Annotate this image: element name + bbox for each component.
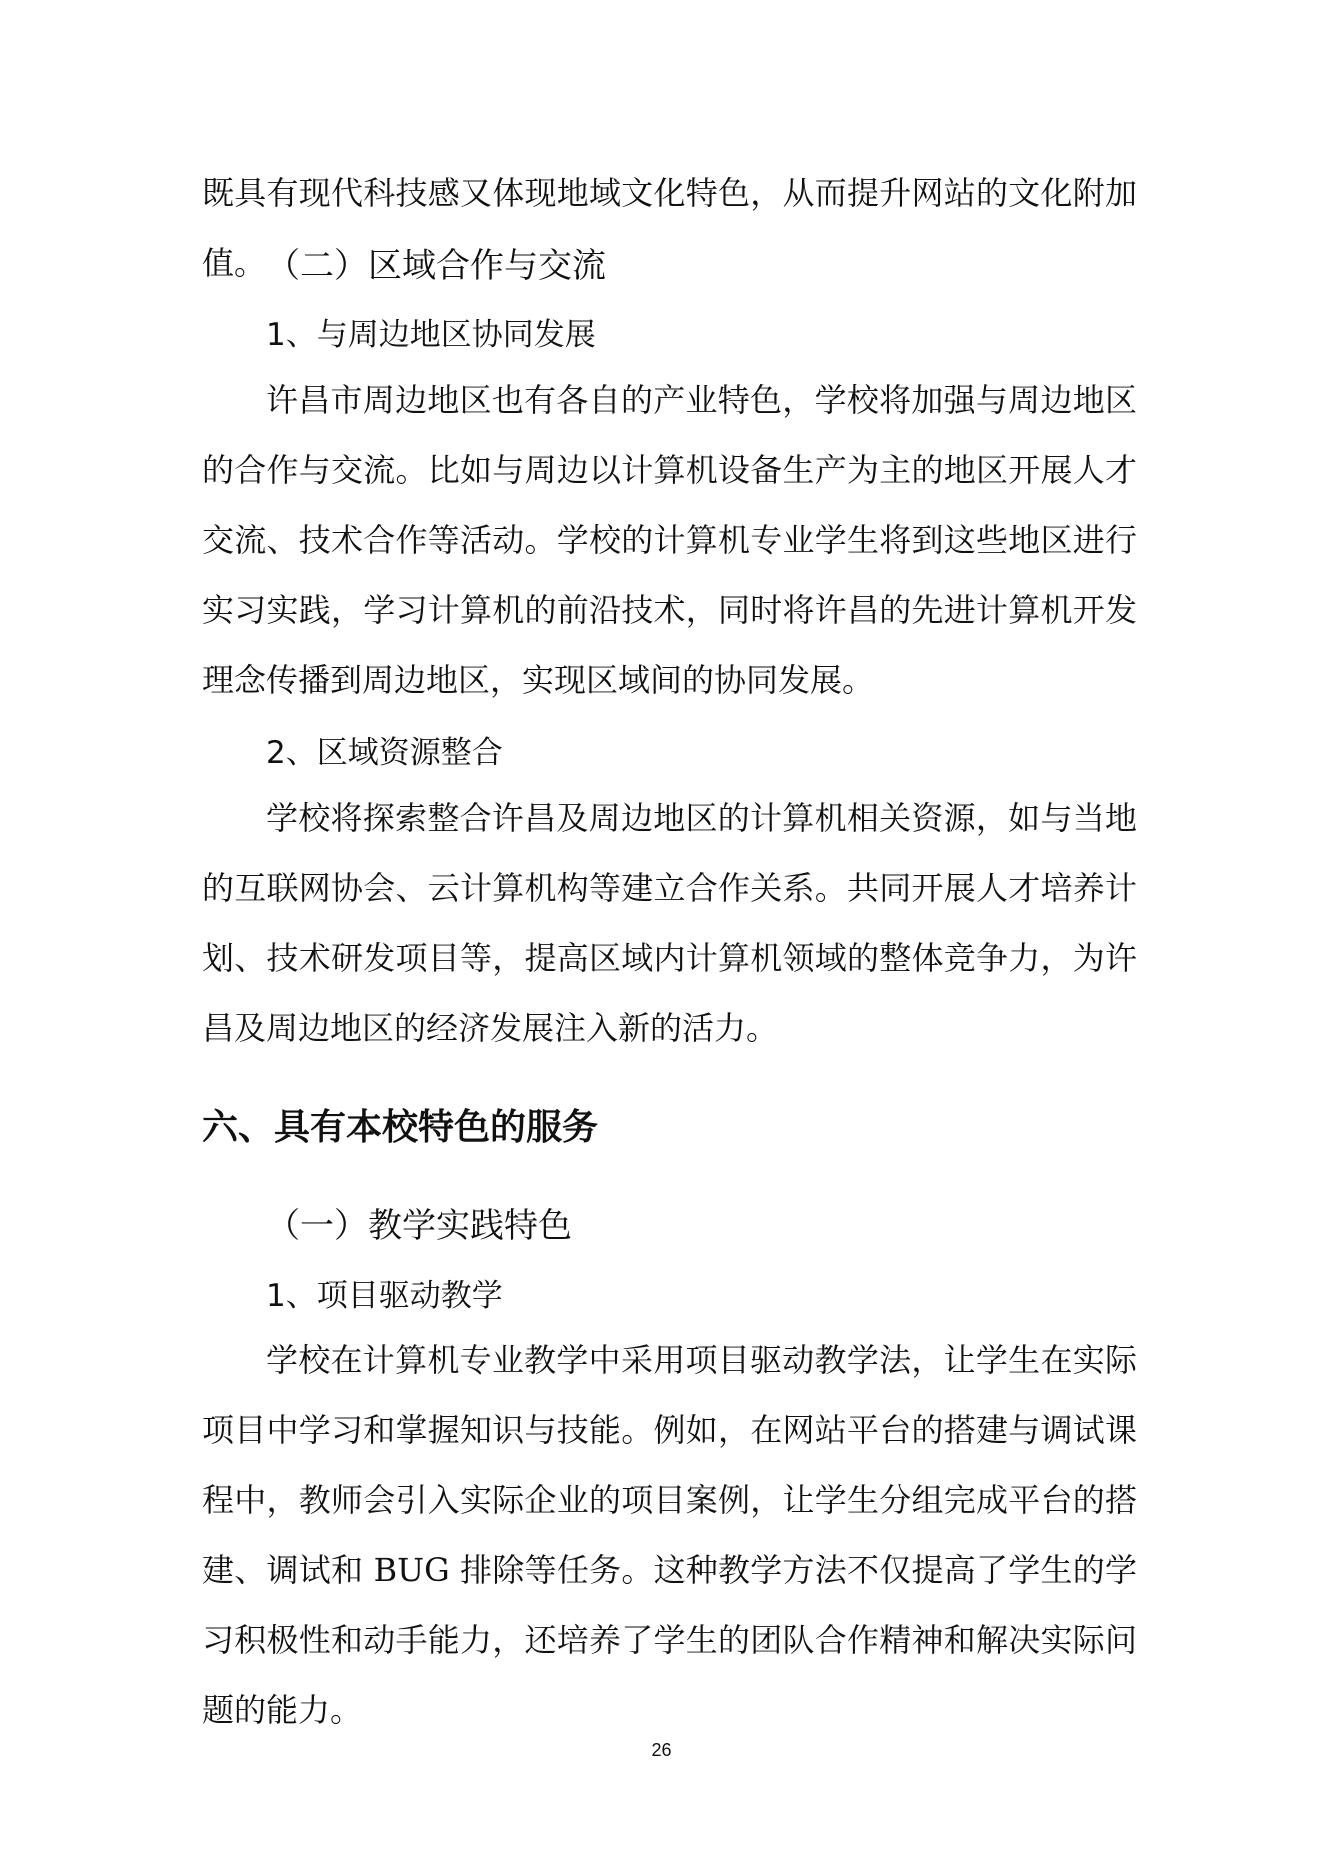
paragraph-project-driven-teaching: 学校在计算机专业教学中采用项目驱动教学法，让学生在实际项目中学习和掌握知识与技能。例如，在网站平台的搭建与调试课程中，教师会引入实际企业的项目案例，让学生分组完成平台的搭建、调试和 BUG 排除等任务。这种教学方法不仅提高了学生的学习积极性和动手能力，还培养了学生的团队合作精神和解决实际问题的能力。 bbox=[202, 1341, 1137, 1729]
paragraph-resource-integration: 学校将探索整合许昌及周边地区的计算机相关资源，如与当地的互联网协会、云计算机构等建立合作关系。共同开展人才培养计划、技术研发项目等，提高区域内计算机领域的整体竞争力，为许昌及周边地区的经济发展注入新的活力。 bbox=[202, 799, 1137, 1047]
section-heading-teaching-practice: （一）教学实践特色 bbox=[266, 1206, 572, 1246]
section-heading-regional-cooperation: （二）区域合作与交流 bbox=[266, 246, 606, 286]
page-number: 26 bbox=[651, 1740, 672, 1760]
chapter-heading-school-services: 六、具有本校特色的服务 bbox=[202, 1107, 599, 1148]
subsection-heading-resource-integration: 2、区域资源整合 bbox=[266, 735, 503, 771]
subsection-heading-project-driven-teaching: 1、项目驱动教学 bbox=[266, 1278, 503, 1314]
continuation-paragraph: 既具有现代科技感又体现地域文化特色，从而提升网站的文化附加值。 bbox=[202, 174, 1137, 282]
paragraph-coordinated-development: 许昌市周边地区也有各自的产业特色，学校将加强与周边地区的合作与交流。比如与周边以计算机设备生产为主的地区开展人才交流、技术合作等活动。学校的计算机专业学生将到这些地区进行实习实践，学习计算机的前沿技术，同时将许昌的先进计算机开发理念传播到周边地区，实现区域间的协同发展。 bbox=[202, 381, 1137, 699]
subsection-heading-coordinated-development: 1、与周边地区协同发展 bbox=[266, 317, 596, 353]
